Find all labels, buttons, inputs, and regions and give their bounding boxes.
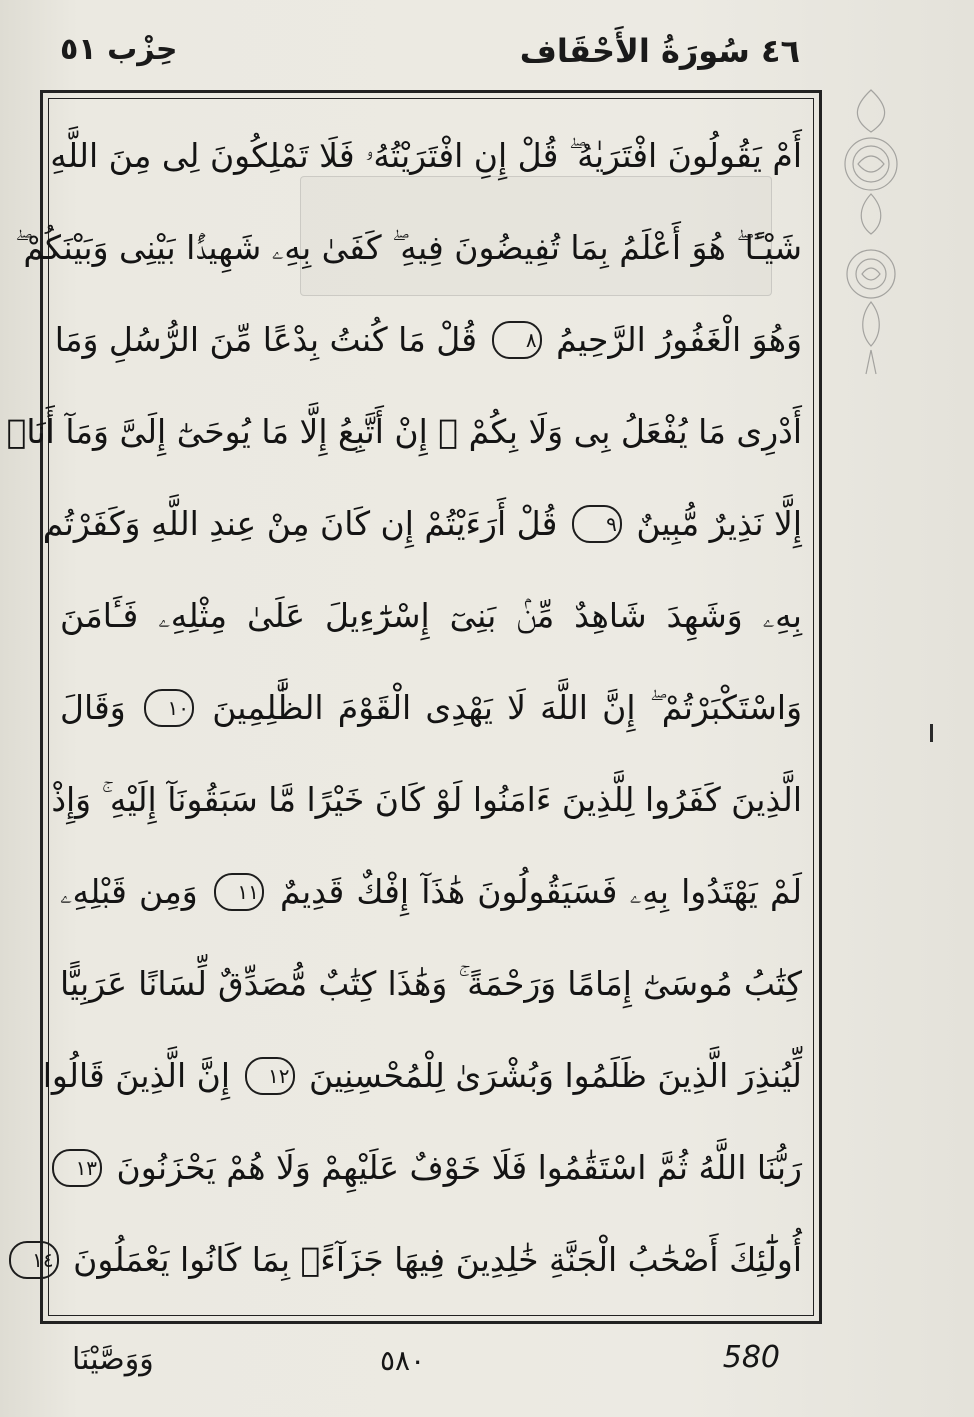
line-text: وَهُوَ الْغَفُورُ الرَّحِيمُ [556,320,802,359]
line-text: لَمْ يَهْتَدُوا بِهِۦ فَسَيَقُولُونَ هَٰذَآ إِفْكٌ قَدِيمٌ [279,872,802,911]
text-line [60,662,802,754]
line-text: بِهِۦ وَشَهِدَ شَاهِدٌ مِّنۢ بَنِىٓ إِسْرَٰٓءِيلَ عَلَىٰ مِثْلِهِۦ فَـَٔامَنَ [60,596,802,635]
line-text: لِّيُنذِرَ الَّذِينَ ظَلَمُوا وَبُشْرَىٰ لِلْمُحْسِنِينَ [309,1056,802,1095]
text-line [51,754,802,846]
line-text: أَدْرِى مَا يُفْعَلُ بِى وَلَا بِكُمْ ۖ إِنْ أَتَّبِعُ إِلَّا مَا يُوحَىٰٓ إِلَىَّ وَمَآ أَنَا۠ [6,412,802,451]
ayah-marker: ٨ [492,321,542,359]
line-text-after: وَمِن قَبْلِهِۦ [60,872,198,911]
text-line [15,202,802,294]
text-line [60,938,802,1030]
ayah-marker: ١٤ [9,1241,59,1279]
catchword: وَوَصَّيْنَا [72,1342,154,1377]
page-header [60,30,800,82]
text-line [60,846,802,938]
ayah-marker: ١١ [214,873,264,911]
text-line [6,386,802,478]
text-line [54,294,802,386]
text-line [50,110,802,202]
line-text: شَيْـًٔا ۖ هُوَ أَعْلَمُ بِمَا تُفِيضُونَ فِيهِ ۖ كَفَىٰ بِهِۦ شَهِيدًۢا بَيْنِى وَبَيْنَكُمْ ۖ [15,228,802,267]
line-text-after: قُلْ مَا كُنتُ بِدْعًا مِّنَ الرُّسُلِ وَمَا [54,320,478,359]
ayah-marker: ٩ [572,505,622,543]
line-text: إِلَّا نَذِيرٌ مُّبِينٌ [636,504,802,543]
line-text: أُولَٰٓئِكَ أَصْحَٰبُ الْجَنَّةِ خَٰلِدِينَ فِيهَا جَزَآءًۢ بِمَا كَانُوا يَعْمَلُونَ [73,1240,802,1279]
text-line [60,1122,802,1214]
page-footer [60,1334,780,1384]
ayah-marker: ١٢ [245,1057,295,1095]
line-text-after: قُلْ أَرَءَيْتُمْ إِن كَانَ مِنْ عِندِ اللَّهِ وَكَفَرْتُم [42,504,558,543]
text-line [42,478,802,570]
text-line [32,1214,802,1306]
margin-ornament-icon [836,84,906,384]
line-text: رَبُّنَا اللَّهُ ثُمَّ اسْتَقَٰمُوا فَلَا خَوْفٌ عَلَيْهِمْ وَلَا هُمْ يَحْزَنُونَ [116,1148,802,1187]
line-text-after: إِنَّ الَّذِينَ قَالُوا [42,1056,231,1095]
ayah-marker: ١٠ [144,689,194,727]
line-text: كِتَٰبُ مُوسَىٰٓ إِمَامًا وَرَحْمَةً ۚ وَهَٰذَا كِتَٰبٌ مُّصَدِّقٌ لِّسَانًا عَرَبِيًّا [60,964,802,1003]
text-line [42,1030,802,1122]
line-text: الَّذِينَ كَفَرُوا لِلَّذِينَ ءَامَنُوا لَوْ كَانَ خَيْرًا مَّا سَبَقُونَآ إِلَيْهِ ۚ وَإِذْ [51,780,802,819]
margin-mark [930,724,933,742]
ayah-marker: ١٣ [52,1149,102,1187]
line-text-after: وَقَالَ [60,688,126,727]
text-line [60,570,802,662]
page-number: 580 [722,1340,780,1375]
page-number-arabic: ٥٨٠ [380,1344,426,1377]
line-text: وَاسْتَكْبَرْتُمْ ۖ إِنَّ اللَّهَ لَا يَهْدِى الْقَوْمَ الظَّٰلِمِينَ [212,688,803,727]
hizb-label: حِزْب ٥١ [60,32,178,67]
surah-title: ٤٦ سُورَةُ الأَحْقَاف [519,32,800,70]
line-text: أَمْ يَقُولُونَ افْتَرَيٰهُ ۖ قُلْ إِنِ افْتَرَيْتُهُۥ فَلَا تَمْلِكُونَ لِى مِنَ اللَّهِ [50,136,802,175]
